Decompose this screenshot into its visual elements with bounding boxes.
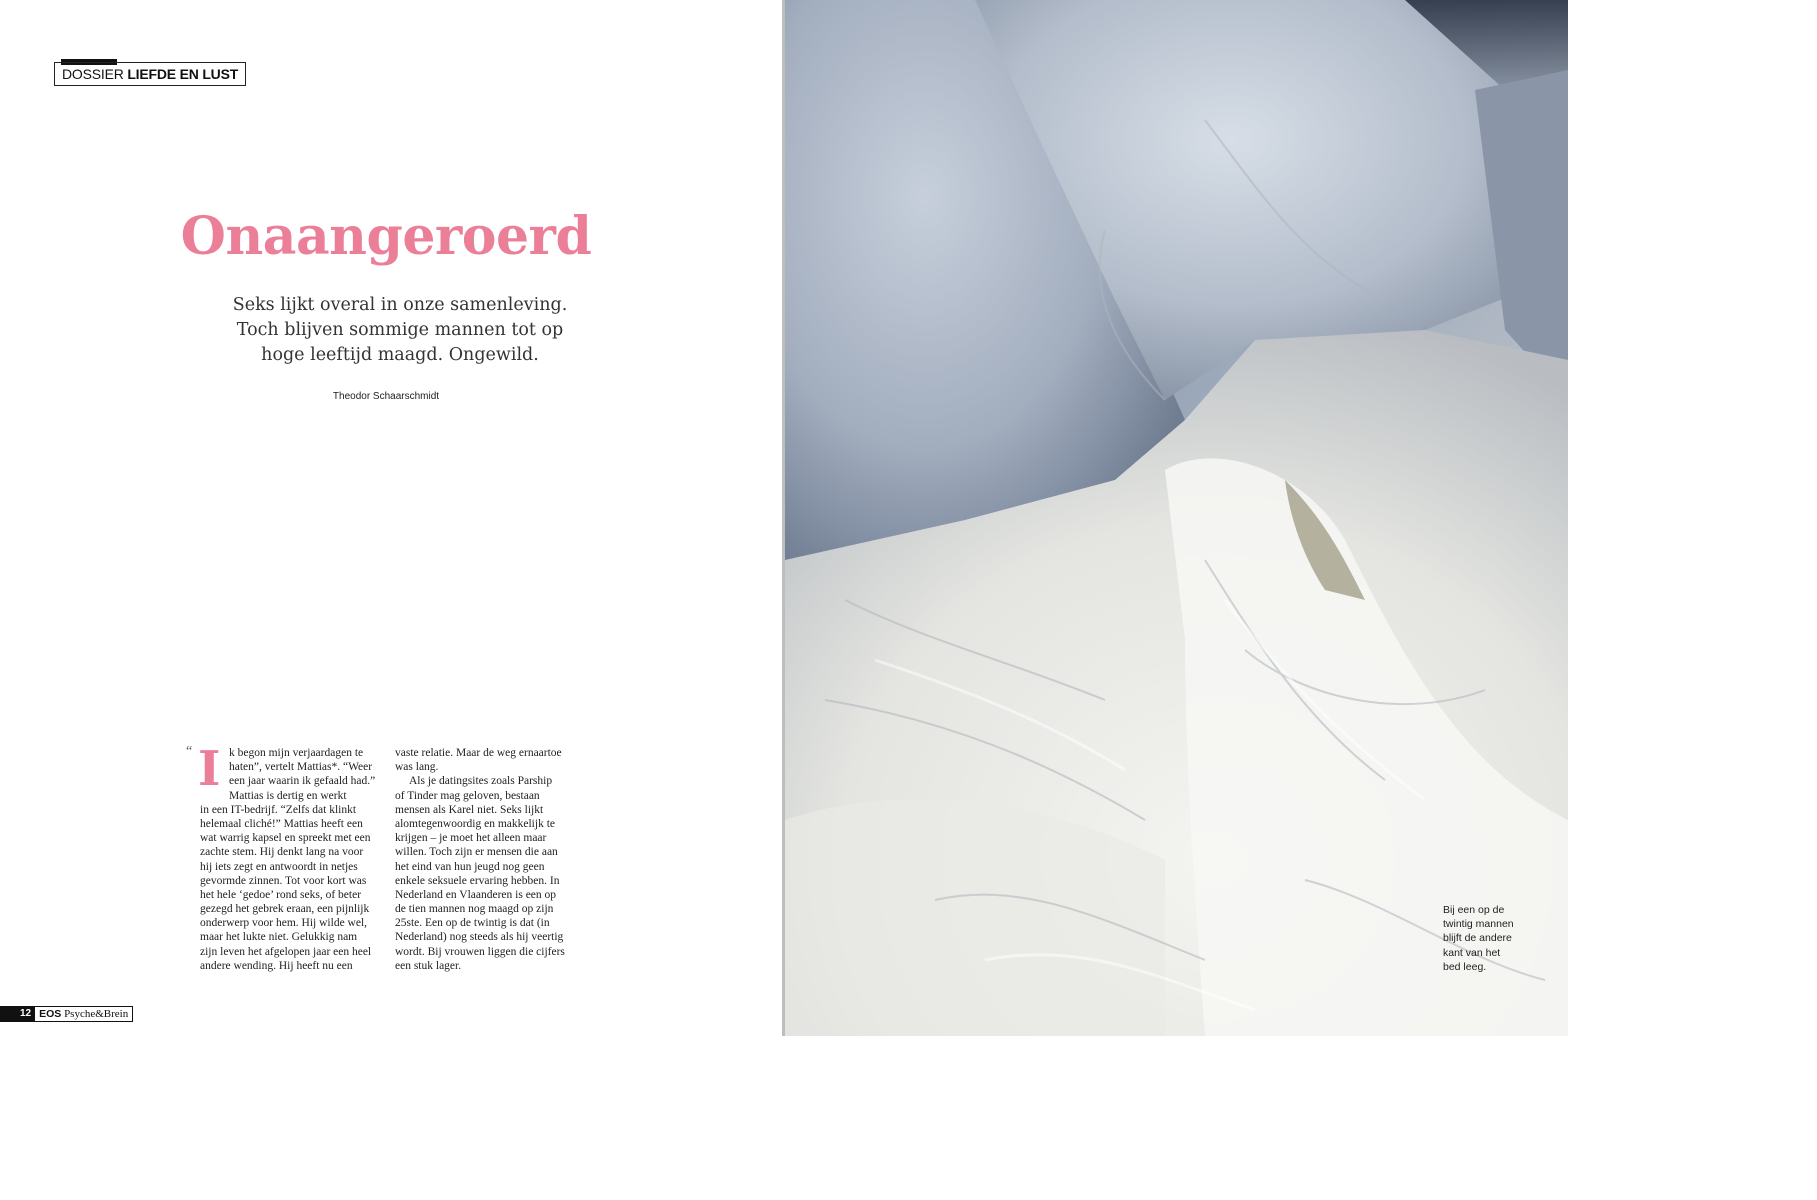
body-line: wordt. Bij vrouwen liggen die cijfers: [395, 945, 565, 958]
body-line: was lang.: [395, 761, 439, 774]
body-line: een stuk lager.: [395, 959, 462, 972]
article-title: Onaangeroerd: [180, 206, 592, 267]
magazine-name-rest: Psyche&Brein: [61, 1008, 129, 1020]
caption-line: kant van het: [1443, 946, 1501, 959]
caption-line: Bij een op de: [1443, 904, 1505, 916]
body-line: helemaal cliché!” Mattias heeft een: [200, 817, 363, 830]
body-line: Als je datingsites zoals Parship: [409, 775, 553, 788]
caption-line: blijft de andere: [1443, 932, 1512, 945]
magazine-name: [35, 1006, 133, 1022]
body-line: vaste relatie. Maar de weg ernaartoe: [395, 747, 562, 759]
body-line: een jaar waarin ik gefaald had.”: [229, 775, 376, 788]
body-line: wat warrig kapsel en spreekt met een: [200, 832, 371, 845]
intro-line: Seks lijkt overal in onze samenleving.: [232, 295, 568, 315]
body-line: gevormde zinnen. Tot voor kort was: [200, 874, 367, 887]
body-line: krijgen – je moet het alleen maar: [395, 832, 547, 845]
caption-line: bed leeg.: [1443, 960, 1487, 973]
body-line: in een IT-bedrijf. “Zelfs dat klinkt: [200, 803, 357, 816]
body-line: gezegd het gebrek eraan, een pijnlijk: [200, 903, 370, 916]
body-column-1: [198, 741, 382, 973]
dossier-tag: [54, 62, 246, 86]
body-line: Nederland) nog steeds als hij veertig: [395, 931, 564, 944]
opening-quote-mark: “: [186, 744, 193, 759]
dossier-topic: LIEFDE EN LUST: [127, 66, 239, 82]
intro-line: hoge leeftijd maagd. Ongewild.: [261, 345, 539, 365]
body-line: hij iets zegt en antwoordt in netjes: [200, 860, 358, 873]
body-line: Mattias is dertig en werkt: [229, 789, 347, 802]
body-line: k begon mijn verjaardagen te: [229, 747, 364, 759]
article-intro: [190, 293, 610, 368]
drop-cap: I: [198, 741, 221, 797]
photo-caption: [1443, 903, 1553, 974]
body-line: alomtegenwoordig en makkelijk te: [395, 817, 555, 830]
magazine-name-bold: EOS: [39, 1008, 62, 1020]
dossier-prefix: DOSSIER: [62, 66, 124, 82]
body-line: enkele seksuele ervaring hebben. In: [395, 874, 560, 887]
body-line: of Tinder mag geloven, bestaan: [395, 789, 540, 802]
page-folio: [0, 1006, 133, 1022]
body-line: Nederland en Vlaanderen is een op: [395, 888, 557, 901]
caption-line: twintig mannen: [1443, 918, 1514, 931]
body-line: haten”, vertelt Mattias*. “Weer: [229, 761, 373, 774]
body-line: het eind van hun jeugd nog geen: [395, 860, 545, 873]
body-line: andere wending. Hij heeft nu een: [200, 959, 353, 972]
intro-line: Toch blijven sommige mannen tot op: [236, 320, 564, 340]
body-line: onderwerp voor hem. Hij wilde wel,: [200, 917, 368, 930]
left-page: [0, 0, 784, 1036]
body-line: 25ste. Een op de twintig is dat (in: [395, 917, 550, 930]
author-byline: Theodor Schaarschmidt: [332, 391, 440, 402]
body-line: het hele ‘gedoe’ rond seks, of beter: [200, 888, 362, 901]
page-number: 12: [0, 1006, 35, 1022]
body-line: mensen als Karel niet. Seks lijkt: [395, 803, 544, 816]
body-line: zijn leven het afgelopen jaar een heel: [200, 945, 372, 958]
body-line: maar het lukte niet. Gelukkig nam: [200, 931, 358, 944]
body-line: de tien mannen nog maagd op zijn: [395, 903, 554, 916]
body-column-2: [395, 746, 577, 973]
body-line: zachte stem. Hij denkt lang na voor: [200, 846, 364, 859]
bed-sheets-photo: [785, 0, 1568, 1036]
bed-sheets-photo-image: [785, 0, 1568, 1036]
body-line: willen. Toch zijn er mensen die aan: [395, 846, 558, 859]
